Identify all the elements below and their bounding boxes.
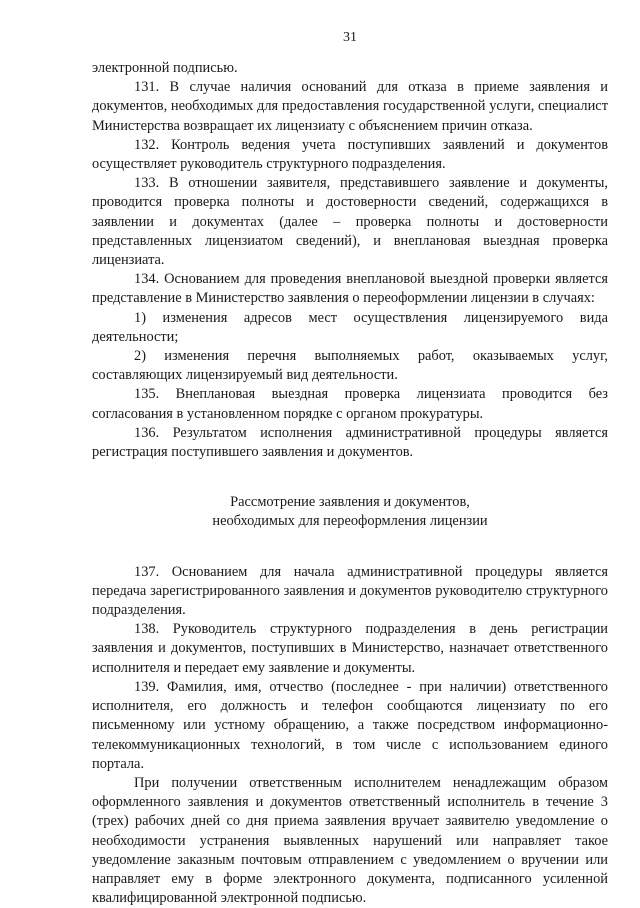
paragraph-132: 132. Контроль ведения учета поступивших заявлений и документов осуществляет руководитель структурного подразделения.: [92, 136, 608, 173]
paragraph-131: 131. В случае наличия оснований для отказа в приеме заявления и документов, необходимых для предоставления государственной услуги, специалист Министерства возвращает их лицензиату с объяснением причин отказа.: [92, 79, 608, 134]
section-heading-line-2: необходимых для переоформления лицензии: [212, 513, 488, 530]
paragraph-136: 136. Результатом исполнения административной процедуры является регистрация поступившего заявления и документов.: [92, 424, 608, 461]
paragraph-137: 137. Основанием для начала административной процедуры является передача зарегистрированного заявления и документов руководителю структурного подразделения.: [92, 563, 608, 619]
paragraph-134: 134. Основанием для проведения внеплановой выездной проверки является представление в Министерство заявления о переоформлении лицензии в случаях:: [92, 271, 608, 307]
paragraph-133: 133. В отношении заявителя, представившего заявление и документы, проводится проверка полноты и достоверности сведений, содержащихся в заявлении и документах (далее – проверка полноты и достоверности представленных лицензиатом сведений), и внеплановая выездная проверка лицензиата.: [92, 175, 608, 269]
document-body: [92, 59, 608, 908]
list-item-2: 2) изменения перечня выполняемых работ, оказываемых услуг, составляющих лицензируемый вид деятельности.: [92, 348, 608, 384]
section-heading-line-1: Рассмотрение заявления и документов,: [230, 494, 470, 511]
paragraph-notice: При получении ответственным исполнителем ненадлежащим образом оформленного заявления и документов ответственный исполнитель в течение 3 (трех) рабочих дней со дня приема заявления вручает заявителю уведомление о необходимости устранения выявленных нарушений или направляет такое уведомление заказным почтовым отправлением с уведомлением о вручении или направляет ему в форме электронного документа, подписанного усиленной квалифицированной электронной подписью.: [92, 774, 608, 907]
section-heading: [92, 493, 608, 531]
paragraph-139: 139. Фамилия, имя, отчество (последнее - при наличии) ответственного исполнителя, его должность и телефон сообщаются лицензиату по его письменному или устному обращению, а также посредством информационно-телекоммуникационных технологий, в том числе с использованием единого портала.: [92, 678, 608, 772]
list-item-1: 1) изменения адресов мест осуществления лицензируемого вида деятельности;: [92, 309, 608, 345]
page-number: 31: [343, 30, 357, 45]
paragraph-continuation: электронной подписью.: [92, 60, 238, 76]
paragraph-138: 138. Руководитель структурного подразделения в день регистрации заявления и документов, поступивших в Министерство, назначает ответственного исполнителя и передает ему заявление и документы.: [92, 621, 608, 676]
paragraph-135: 135. Внеплановая выездная проверка лицензиата проводится без согласования в установленном порядке с органом прокуратуры.: [92, 386, 608, 422]
